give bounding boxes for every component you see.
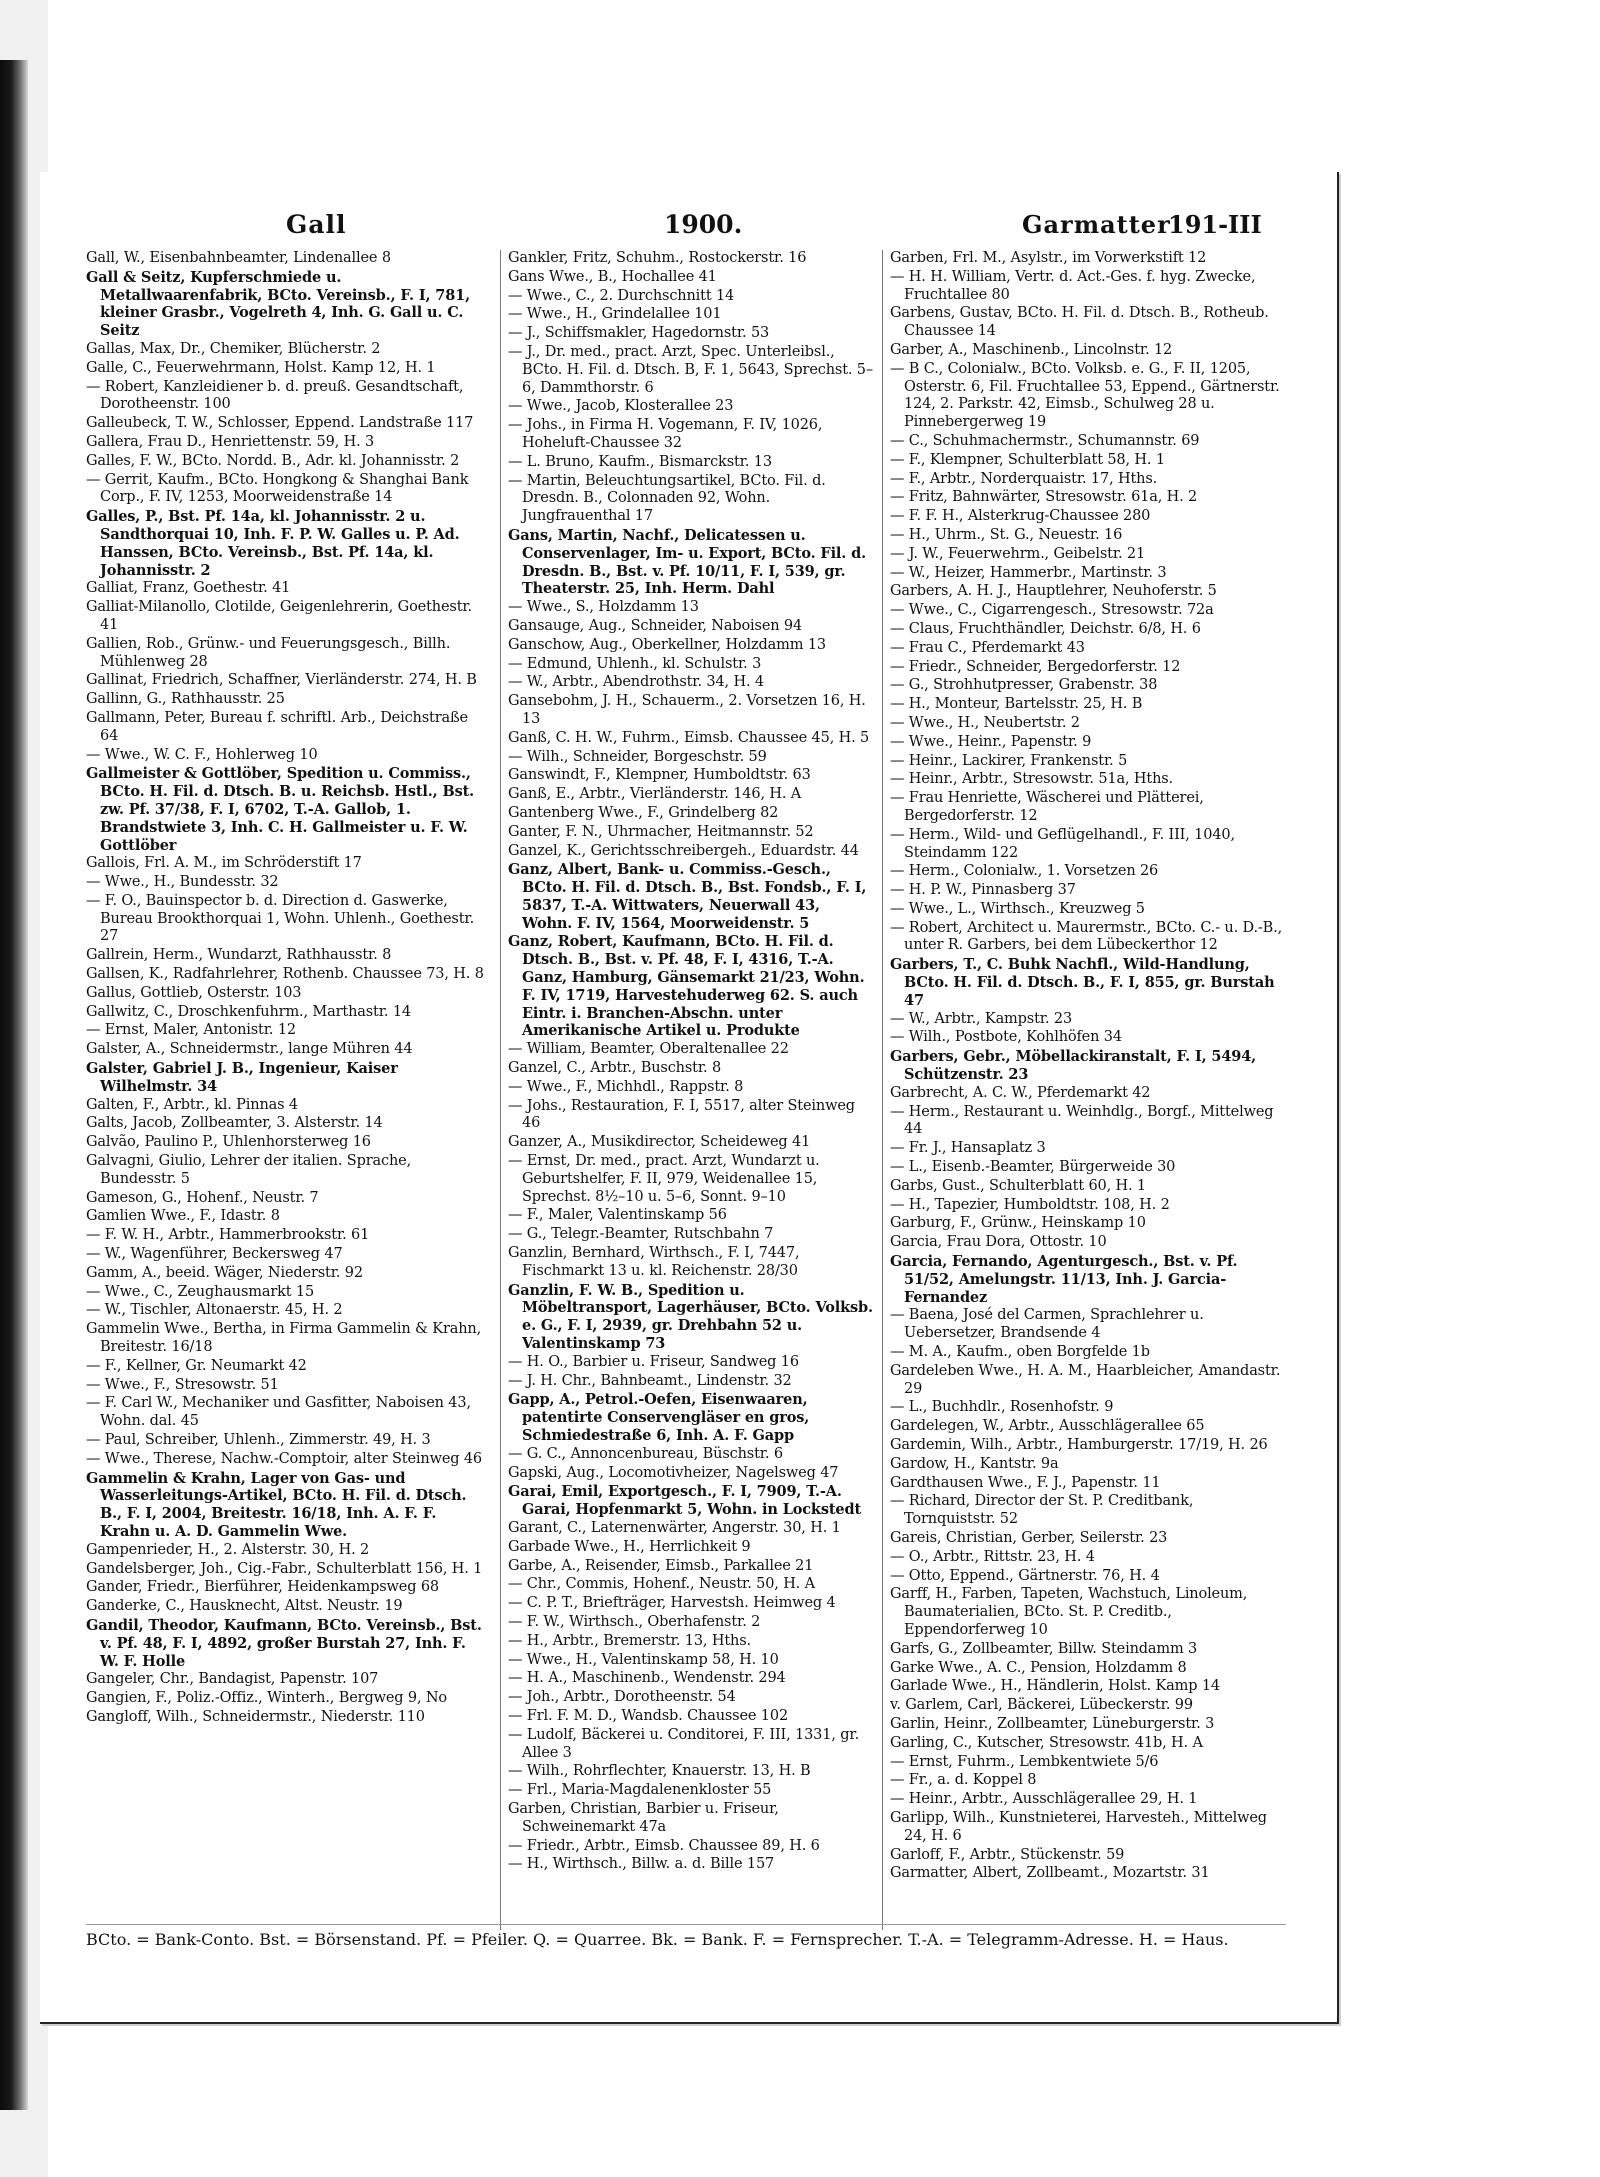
- header-year: 1900.: [664, 210, 743, 239]
- directory-entry: — H., Arbtr., Bremerstr. 13, Hths.: [508, 1632, 751, 1649]
- column-1: [86, 250, 486, 1920]
- directory-entry: — H. H. William, Vertr. d. Act.-Ges. f. hyg. Zwecke, Fruchtallee 80: [890, 268, 1256, 303]
- directory-entry: Galleubeck, T. W., Schlosser, Eppend. Landstraße 117: [86, 415, 474, 432]
- directory-entry: Garburg, F., Grünw., Heinskamp 10: [890, 1215, 1146, 1232]
- directory-entry: Gardthausen Wwe., F. J., Papenstr. 11: [890, 1474, 1161, 1491]
- column-divider: [500, 250, 501, 1930]
- directory-entry: — Wwe., F., Stresowstr. 51: [86, 1376, 279, 1393]
- directory-entry: — H. A., Maschinenb., Wendenstr. 294: [508, 1670, 786, 1687]
- directory-entry: — J., Dr. med., pract. Arzt, Spec. Unterleibsl., BCto. H. Fil. d. Dtsch. B, F. 1, 5643, Sprechst. 5–6, Dammthorstr. 6: [508, 343, 873, 396]
- directory-entry: Galles, P., Bst. Pf. 14a, kl. Johannisstr. 2 u. Sandthorquai 10, Inh. F. P. W. Galles u. P. Ad. Hanssen, BCto. Vereinsb., Bst. Pf. 14a, kl. Johannisstr. 2: [86, 508, 460, 579]
- directory-entry: — F. F. H., Alsterkrug-Chaussee 280: [890, 508, 1151, 525]
- directory-entry: — Frau Henriette, Wäscherei und Plätterei, Bergedorferstr. 12: [890, 790, 1204, 824]
- directory-entry: Garff, H., Farben, Tapeten, Wachstuch, Linoleum, Baumaterialien, BCto. St. P. Creditb., Eppendorferweg 10: [890, 1586, 1248, 1638]
- directory-entry: — M. A., Kaufm., oben Borgfelde 1b: [890, 1344, 1150, 1361]
- directory-entry: Gankler, Fritz, Schuhm., Rostockerstr. 16: [508, 250, 807, 266]
- directory-entry: — Wwe., C., 2. Durchschnitt 14: [508, 287, 735, 304]
- directory-entry: Ganzel, C., Arbtr., Buschstr. 8: [508, 1060, 722, 1077]
- directory-entry: — Wwe., Jacob, Klosterallee 23: [508, 398, 734, 415]
- directory-entry: — O., Arbtr., Rittstr. 23, H. 4: [890, 1548, 1095, 1565]
- directory-entry: Gansebohm, J. H., Schauerm., 2. Vorsetzen 16, H. 13: [508, 693, 866, 727]
- directory-entry: Gampenrieder, H., 2. Alsterstr. 30, H. 2: [86, 1541, 370, 1558]
- book-spine: [0, 60, 28, 2110]
- directory-entry: — Wwe., H., Grindelallee 101: [508, 306, 722, 323]
- directory-entry: Gangloff, Wilh., Schneidermstr., Niederstr. 110: [86, 1708, 425, 1725]
- directory-entry: — H., Uhrm., St. G., Neuestr. 16: [890, 526, 1123, 543]
- directory-entry: Garbade Wwe., H., Herrlichkeit 9: [508, 1538, 751, 1555]
- directory-entry: Galten, F., Arbtr., kl. Pinnas 4: [86, 1096, 298, 1113]
- directory-entry: — Richard, Director der St. P. Creditbank, Tornquiststr. 52: [890, 1493, 1194, 1528]
- directory-entry: Garben, Christian, Barbier u. Friseur, Schweinemarkt 47a: [508, 1800, 779, 1835]
- directory-entry: — G., Telegr.-Beamter, Rutschbahn 7: [508, 1226, 774, 1243]
- column-2: [508, 250, 873, 1920]
- header-last-entry: Garmatter: [1022, 210, 1171, 239]
- directory-entry: — W., Arbtr., Kampstr. 23: [890, 1010, 1073, 1027]
- directory-entry: Gall, W., Eisenbahnbeamter, Lindenallee 8: [86, 250, 391, 266]
- directory-entry: — Herm., Restaurant u. Weinhdlg., Borgf., Mittelweg 44: [890, 1103, 1274, 1138]
- directory-entry: Gansauge, Aug., Schneider, Naboisen 94: [508, 617, 803, 634]
- directory-entry: Gallois, Frl. A. M., im Schröderstift 17: [86, 855, 362, 872]
- directory-entry: Galster, A., Schneidermstr., lange Mühren 44: [86, 1041, 413, 1058]
- directory-entry: Gallmann, Peter, Bureau f. schriftl. Arb., Deichstraße 64: [86, 709, 468, 744]
- directory-entry: — F. O., Bauinspector b. d. Direction d. Gaswerke, Bureau Brookthorquai 1, Wohn. Uhlenh., Goethestr. 27: [86, 892, 475, 945]
- directory-entry: Garfs, G., Zollbeamter, Billw. Steindamm 3: [890, 1640, 1198, 1657]
- directory-entry: Garmatter, Albert, Zollbeamt., Mozartstr. 31: [890, 1865, 1210, 1882]
- directory-entry: Gans, Martin, Nachf., Delicatessen u. Conservenlager, Im- u. Export, BCto. Fil. d. Dresdn. B., Bst. v. Pf. 10/11, F. I, 539, gr. Theaterstr. 25, Inh. Herm. Dahl: [508, 526, 866, 598]
- directory-entry: — Wwe., C., Zeughausmarkt 15: [86, 1283, 315, 1300]
- directory-entry: — Robert, Architect u. Maurermstr., BCto. C.- u. D.-B., unter R. Garbers, bei dem Lübeckerthor 12: [890, 919, 1283, 954]
- directory-entry: — Wilh., Rohrflechter, Knauerstr. 13, H. B: [508, 1763, 811, 1780]
- directory-entry: — Wilh., Postbote, Kohlhöfen 34: [890, 1029, 1122, 1046]
- directory-entry: — Claus, Fruchthändler, Deichstr. 6/8, H. 6: [890, 620, 1201, 637]
- directory-entry: — Ernst, Fuhrm., Lembkentwiete 5/6: [890, 1753, 1159, 1770]
- directory-entry: Garant, C., Laternenwärter, Angerstr. 30, H. 1: [508, 1519, 841, 1536]
- directory-entry: Ganter, F. N., Uhrmacher, Heitmannstr. 52: [508, 823, 814, 840]
- directory-entry: — J. H. Chr., Bahnbeamt., Lindenstr. 32: [508, 1372, 792, 1389]
- directory-entry: Gardelegen, W., Arbtr., Ausschlägerallee 65: [890, 1418, 1205, 1435]
- directory-entry: — L., Buchhdlr., Rosenhofstr. 9: [890, 1399, 1114, 1416]
- directory-entry: — Wwe., H., Valentinskamp 58, H. 10: [508, 1651, 779, 1668]
- directory-entry: Ganzlin, Bernhard, Wirthsch., F. I, 7447, Fischmarkt 13 u. kl. Reichenstr. 28/30: [508, 1245, 800, 1279]
- directory-entry: — Johs., Restauration, F. I, 5517, alter Steinweg 46: [508, 1097, 855, 1132]
- directory-entry: — Wwe., W. C. F., Hohlerweg 10: [86, 746, 318, 763]
- directory-entry: — Wwe., Heinr., Papenstr. 9: [890, 733, 1092, 750]
- directory-entry: Ganß, C. H. W., Fuhrm., Eimsb. Chaussee 45, H. 5: [508, 729, 870, 746]
- directory-entry: — Gerrit, Kaufm., BCto. Hongkong & Shanghai Bank Corp., F. IV, 1253, Moorweidenstraße 14: [86, 471, 469, 506]
- directory-entry: Galle, C., Feuerwehrmann, Holst. Kamp 12, H. 1: [86, 359, 436, 376]
- directory-entry: Galvão, Paulino P., Uhlenhorsterweg 16: [86, 1134, 371, 1151]
- directory-entry: — Ernst, Dr. med., pract. Arzt, Wundarzt u. Geburtshelfer, F. II, 979, Weidenallee 15, Sprechst. 8½–10 u. 5–6, Sonnt. 9–10: [508, 1153, 820, 1205]
- page-header: [86, 210, 1286, 250]
- directory-entry: — William, Beamter, Oberaltenallee 22: [508, 1041, 789, 1058]
- directory-entry: — Baena, José del Carmen, Sprachlehrer u. Uebersetzer, Brandsende 4: [890, 1307, 1204, 1342]
- directory-entry: — Paul, Schreiber, Uhlenh., Zimmerstr. 49, H. 3: [86, 1432, 431, 1448]
- directory-entry: — Edmund, Uhlenh., kl. Schulstr. 3: [508, 655, 762, 672]
- directory-entry: Galliat-Milanollo, Clotilde, Geigenlehrerin, Goethestr. 41: [86, 599, 473, 633]
- directory-entry: Galts, Jacob, Zollbeamter, 3. Alsterstr. 14: [86, 1115, 383, 1132]
- header-first-entry: Gall: [286, 210, 347, 239]
- directory-entry: — F., Kellner, Gr. Neumarkt 42: [86, 1357, 307, 1374]
- directory-entry: — Frl., Maria-Magdalenenkloster 55: [508, 1782, 772, 1799]
- directory-entry: Gallera, Frau D., Henriettenstr. 59, H. 3: [86, 433, 375, 450]
- directory-entry: — Herm., Wild- und Geflügelhandl., F. III, 1040, Steindamm 122: [890, 826, 1235, 861]
- directory-entry: — W., Tischler, Altonaerstr. 45, H. 2: [86, 1302, 343, 1319]
- directory-entry: — Johs., in Firma H. Vogemann, F. IV, 1026, Hoheluft-Chaussee 32: [508, 417, 823, 451]
- directory-entry: — Herm., Colonialw., 1. Vorsetzen 26: [890, 863, 1159, 880]
- directory-entry: Gammelin & Krahn, Lager von Gas- und Wasserleitungs-Artikel, BCto. H. Fil. d. Dtsch. B., F. I, 2004, Breitestr. 16/18, Inh. A. F. F. Krahn u. A. D. Gammelin Wwe.: [86, 1469, 467, 1540]
- directory-entry: — W., Arbtr., Abendrothstr. 34, H. 4: [508, 674, 764, 691]
- directory-entry: — G., Strohhutpresser, Grabenstr. 38: [890, 677, 1158, 694]
- directory-entry: — Heinr., Lackirer, Frankenstr. 5: [890, 752, 1128, 769]
- directory-entry: — F. W., Wirthsch., Oberhafenstr. 2: [508, 1613, 761, 1630]
- directory-entry: — Fr., a. d. Koppel 8: [890, 1772, 1037, 1789]
- directory-entry: — L., Eisenb.-Beamter, Bürgerweide 30: [890, 1159, 1176, 1176]
- directory-entry: Gallinat, Friedrich, Schaffner, Vierländerstr. 274, H. B: [86, 672, 477, 689]
- directory-entry: — Wwe., H., Neubertstr. 2: [890, 714, 1080, 731]
- directory-entry: — F. Carl W., Mechaniker und Gasfitter, Naboisen 43, Wohn. dal. 45: [86, 1395, 471, 1430]
- directory-entry: Ganzel, K., Gerichtsschreibergeh., Eduardstr. 44: [508, 842, 859, 859]
- directory-entry: Gamlien Wwe., F., Idastr. 8: [86, 1208, 280, 1225]
- directory-entry: — H., Tapezier, Humboldtstr. 108, H. 2: [890, 1196, 1170, 1213]
- directory-entry: Gallien, Rob., Grünw.- und Feuerungsgesch., Billh. Mühlenweg 28: [86, 635, 451, 670]
- directory-entry: — C., Schuhmachermstr., Schumannstr. 69: [890, 432, 1200, 449]
- directory-entry: Garlade Wwe., H., Händlerin, Holst. Kamp 14: [890, 1678, 1220, 1695]
- directory-entry: — Chr., Commis, Hohenf., Neustr. 50, H. A: [508, 1576, 815, 1593]
- directory-entry: — W., Wagenführer, Beckersweg 47: [86, 1246, 343, 1263]
- directory-entry: — Fr. J., Hansaplatz 3: [890, 1140, 1046, 1157]
- directory-entry: — Frl. F. M. D., Wandsb. Chaussee 102: [508, 1707, 789, 1724]
- directory-entry: Gallrein, Herm., Wundarzt, Rathhausstr. 8: [86, 947, 392, 964]
- directory-entry: Gandelsberger, Joh., Cig.-Fabr., Schulterblatt 156, H. 1: [86, 1560, 483, 1577]
- directory-entry: — Frau C., Pferdemarkt 43: [890, 639, 1085, 656]
- directory-entry: Ganz, Albert, Bank- u. Commiss.-Gesch., BCto. H. Fil. d. Dtsch. B., Bst. Fondsb., F. I, 5837, T.-A. Wittwaters, Neuerwall 43, Wohn. F. IV, 1564, Moorweidenstr. 5: [508, 861, 867, 932]
- column-3: [890, 250, 1283, 1920]
- directory-entry: Garbers, T., C. Buhk Nachfl., Wild-Handlung, BCto. H. Fil. d. Dtsch. B., F. I, 855, gr. Burstah 47: [890, 956, 1275, 1009]
- directory-entry: Garling, C., Kutscher, Stresowstr. 41b, H. A: [890, 1734, 1203, 1751]
- directory-entry: Galliat, Franz, Goethestr. 41: [86, 580, 291, 597]
- directory-entry: — F., Klempner, Schulterblatt 58, H. 1: [890, 451, 1165, 468]
- directory-entry: Gapp, A., Petrol.-Oefen, Eisenwaaren, patentirte Conservengläser en gros, Schmiedestraße 6, Inh. A. F. Gapp: [508, 1391, 810, 1444]
- directory-entry: Galvagni, Giulio, Lehrer der italien. Sprache, Bundesstr. 5: [86, 1153, 412, 1187]
- directory-entry: Garcia, Fernando, Agenturgesch., Bst. v. Pf. 51/52, Amelungstr. 11/13, Inh. J. Garcia-Fernandez: [890, 1253, 1238, 1306]
- directory-entry: Ganz, Robert, Kaufmann, BCto. H. Fil. d. Dtsch. B., Bst. v. Pf. 48, F. I, 4316, T.-A. Ganz, Hamburg, Gänsemarkt 21/23, Wohn. F. IV, 1719, Harvestehuderweg 62. S. auch Eintr. i. Branchen-Abschn. unter Amerikanische Artikel u. Produkte: [508, 933, 865, 1040]
- directory-entry: — G. C., Annoncenbureau, Büschstr. 6: [508, 1445, 783, 1462]
- directory-entry: Ganß, E., Arbtr., Vierländerstr. 146, H. A: [508, 786, 802, 803]
- directory-entry: Gammelin Wwe., Bertha, in Firma Gammelin & Krahn, Breitestr. 16/18: [86, 1321, 482, 1356]
- directory-entry: — H. P. W., Pinnasberg 37: [890, 882, 1076, 899]
- directory-entry: Gandil, Theodor, Kaufmann, BCto. Vereinsb., Bst. v. Pf. 48, F. I, 4892, großer Burstah 27, Inh. F. W. F. Holle: [86, 1616, 482, 1670]
- directory-entry: Gantenberg Wwe., F., Grindelberg 82: [508, 804, 779, 821]
- directory-entry: Gameson, G., Hohenf., Neustr. 7: [86, 1189, 319, 1206]
- directory-entry: Gangeler, Chr., Bandagist, Papenstr. 107: [86, 1671, 379, 1688]
- directory-entry: — Ernst, Maler, Antonistr. 12: [86, 1022, 296, 1039]
- directory-entry: Galles, F. W., BCto. Nordd. B., Adr. kl. Johannisstr. 2: [86, 452, 460, 469]
- directory-entry: Ganderke, C., Hausknecht, Altst. Neustr. 19: [86, 1598, 403, 1615]
- directory-entry: Gardow, H., Kantstr. 9a: [890, 1455, 1059, 1472]
- directory-entry: Gallwitz, C., Droschkenfuhrm., Marthastr. 14: [86, 1003, 411, 1020]
- directory-entry: — F., Arbtr., Norderquaistr. 17, Hths.: [890, 470, 1158, 487]
- directory-entry: Gangien, F., Poliz.-Offiz., Winterh., Bergweg 9, No: [86, 1690, 447, 1707]
- directory-entry: — L. Bruno, Kaufm., Bismarckstr. 13: [508, 453, 772, 470]
- directory-entry: Garbe, A., Reisender, Eimsb., Parkallee 21: [508, 1557, 814, 1574]
- footer-divider: [86, 1924, 1286, 1925]
- directory-entry: Gans Wwe., B., Hochallee 41: [508, 268, 717, 285]
- directory-entry: Gardeleben Wwe., H. A. M., Haarbleicher, Amandastr. 29: [890, 1362, 1281, 1397]
- directory-entry: — Wwe., F., Michhdl., Rappstr. 8: [508, 1078, 744, 1095]
- directory-entry: — Heinr., Arbtr., Ausschlägerallee 29, H. 1: [890, 1791, 1198, 1808]
- directory-entry: — J. W., Feuerwehrm., Geibelstr. 21: [890, 545, 1146, 562]
- directory-entry: — H. O., Barbier u. Friseur, Sandweg 16: [508, 1353, 799, 1370]
- directory-entry: Garloff, F., Arbtr., Stückenstr. 59: [890, 1846, 1125, 1863]
- directory-entry: — W., Heizer, Hammerbr., Martinstr. 3: [890, 564, 1167, 581]
- directory-entry: Gallmeister & Gottlöber, Spedition u. Commiss., BCto. H. Fil. d. Dtsch. B. u. Reichsb. Hstl., Bst. zw. Pf. 37/38, F. I, 6702, T.-A. Gallob, 1. Brandstwiete 3, Inh. C. H. Gallmeister u. F. W. Gottlöber: [86, 765, 475, 854]
- directory-entry: v. Garlem, Carl, Bäckerei, Lübeckerstr. 99: [890, 1697, 1193, 1714]
- directory-entry: — Otto, Eppend., Gärtnerstr. 76, H. 4: [890, 1567, 1160, 1584]
- directory-entry: Garbens, Gustav, BCto. H. Fil. d. Dtsch. B., Rotheub. Chaussee 14: [890, 305, 1269, 340]
- directory-entry: Gall & Seitz, Kupferschmiede u. Metallwaarenfabrik, BCto. Vereinsb., F. I, 781, kleiner Grasbr., Vogelreth 4, Inh. G. Gall u. C. Seitz: [86, 268, 470, 340]
- directory-entry: Garke Wwe., A. C., Pension, Holzdamm 8: [890, 1659, 1187, 1676]
- directory-entry: — F., Maler, Valentinskamp 56: [508, 1207, 727, 1224]
- directory-entry: — Heinr., Arbtr., Stresowstr. 51a, Hths.: [890, 771, 1174, 788]
- page-number: 191-III: [1168, 210, 1262, 239]
- directory-entry: Garber, A., Maschinenb., Lincolnstr. 12: [890, 341, 1173, 358]
- directory-entry: Gallus, Gottlieb, Osterstr. 103: [86, 984, 302, 1001]
- directory-entry: — Friedr., Arbtr., Eimsb. Chaussee 89, H. 6: [508, 1837, 820, 1854]
- directory-entry: Ganschow, Aug., Oberkellner, Holzdamm 13: [508, 636, 826, 653]
- directory-entry: Garbrecht, A. C. W., Pferdemarkt 42: [890, 1084, 1151, 1101]
- directory-entry: — Friedr., Schneider, Bergedorferstr. 12: [890, 658, 1181, 675]
- directory-entry: — Fritz, Bahnwärter, Stresowstr. 61a, H. 2: [890, 489, 1198, 506]
- directory-entry: Garben, Frl. M., Asylstr., im Vorwerkstift 12: [890, 250, 1207, 266]
- directory-entry: Galster, Gabriel J. B., Ingenieur, Kaiser Wilhelmstr. 34: [86, 1060, 398, 1095]
- directory-entry: Gallinn, G., Rathhausstr. 25: [86, 691, 285, 708]
- directory-entry: — Wwe., S., Holzdamm 13: [508, 599, 699, 616]
- directory-entry: Garlipp, Wilh., Kunstnieterei, Harvesteh., Mittelweg 24, H. 6: [890, 1809, 1267, 1844]
- directory-entry: Garbers, A. H. J., Hauptlehrer, Neuhoferstr. 5: [890, 583, 1217, 600]
- directory-entry: — Robert, Kanzleidiener b. d. preuß. Gesandtschaft, Dorotheenstr. 100: [86, 378, 464, 413]
- directory-entry: Ganzer, A., Musikdirector, Scheideweg 41: [508, 1134, 811, 1151]
- directory-entry: — Wwe., H., Bundesstr. 32: [86, 874, 279, 891]
- directory-entry: Garbers, Gebr., Möbellackiranstalt, F. I, 5494, Schützenstr. 23: [890, 1048, 1257, 1084]
- directory-entry: — Martin, Beleuchtungsartikel, BCto. Fil. d. Dresdn. B., Colonnaden 92, Wohn. Jungfrauenthal 17: [508, 472, 826, 525]
- column-divider: [882, 250, 883, 1930]
- directory-entry: Garcia, Frau Dora, Ottostr. 10: [890, 1234, 1107, 1251]
- directory-entry: — Wwe., Therese, Nachw.-Comptoir, alter Steinweg 46: [86, 1450, 483, 1467]
- directory-entry: — Wilh., Schneider, Borgeschstr. 59: [508, 748, 767, 765]
- directory-entry: Garai, Emil, Exportgesch., F. I, 7909, T.-A. Garai, Hopfenmarkt 5, Wohn. in Lockstedt: [508, 1483, 862, 1519]
- directory-entry: Gallsen, K., Radfahrlehrer, Rothenb. Chaussee 73, H. 8: [86, 966, 484, 983]
- directory-entry: Gander, Friedr., Bierführer, Heidenkampsweg 68: [86, 1579, 439, 1596]
- directory-entry: — C. P. T., Briefträger, Harvestsh. Heimweg 4: [508, 1595, 836, 1612]
- directory-entry: — Wwe., C., Cigarrengesch., Stresowstr. 72a: [890, 602, 1214, 619]
- directory-entry: Gapski, Aug., Locomotivheizer, Nagelsweg 47: [508, 1464, 839, 1481]
- directory-entry: — Joh., Arbtr., Dorotheenstr. 54: [508, 1689, 736, 1706]
- directory-entry: Gardemin, Wilh., Arbtr., Hamburgerstr. 17/19, H. 26: [890, 1437, 1268, 1453]
- directory-entry: — H., Monteur, Bartelsstr. 25, H. B: [890, 696, 1143, 713]
- directory-entry: — Wwe., L., Wirthsch., Kreuzweg 5: [890, 900, 1145, 917]
- directory-entry: — B C., Colonialw., BCto. Volksb. e. G., F. II, 1205, Osterstr. 6, Fil. Fruchtallee 53, Eppend., Gärtnerstr. 124, 2. Parkstr. 42, Eimsb., Schulweg 28 u. Pinnebergerweg 19: [890, 360, 1280, 431]
- directory-entry: — Ludolf, Bäckerei u. Conditorei, F. III, 1331, gr. Allee 3: [508, 1726, 860, 1761]
- directory-entry: Gareis, Christian, Gerber, Seilerstr. 23: [890, 1529, 1168, 1546]
- directory-entry: — H., Wirthsch., Billw. a. d. Bille 157: [508, 1856, 775, 1873]
- directory-entry: — F. W. H., Arbtr., Hammerbrookstr. 61: [86, 1227, 370, 1244]
- abbreviation-legend: BCto. = Bank-Conto. Bst. = Börsenstand. Pf. = Pfeiler. Q. = Quarree. Bk. = Bank. F. = Fernsprecher. T.-A. = Telegramm-Adresse. H. = Haus.: [86, 1930, 1229, 1949]
- directory-entry: Garbs, Gust., Schulterblatt 60, H. 1: [890, 1177, 1147, 1194]
- directory-entry: Gamm, A., beeid. Wäger, Niederstr. 92: [86, 1264, 363, 1281]
- directory-entry: Garlin, Heinr., Zollbeamter, Lüneburgerstr. 3: [890, 1715, 1215, 1732]
- directory-entry: Ganswindt, F., Klempner, Humboldtstr. 63: [508, 767, 811, 784]
- directory-entry: — J., Schiffsmakler, Hagedornstr. 53: [508, 325, 770, 342]
- directory-entry: Gallas, Max, Dr., Chemiker, Blücherstr. 2: [86, 340, 381, 357]
- directory-entry: Ganzlin, F. W. B., Spedition u. Möbeltransport, Lagerhäuser, BCto. Volksb. e. G., F. I, 2939, gr. Drehbahn 52 u. Valentinskamp 73: [508, 1281, 873, 1353]
